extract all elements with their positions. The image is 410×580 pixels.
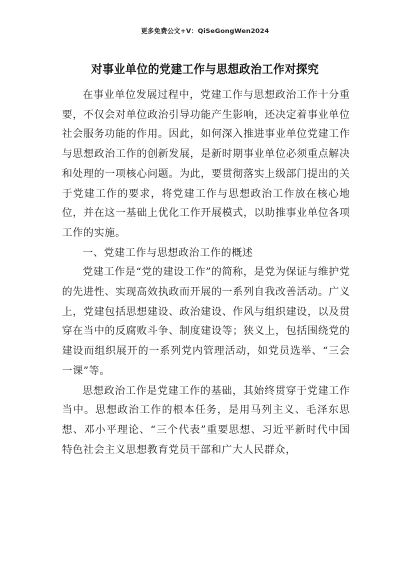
document-title: 对事业单位的党建工作与思想政治工作对探究: [91, 63, 319, 76]
header-note: 更多免费公文+V：QiSeGongWen2024: [140, 27, 270, 35]
section-heading: 一、党建工作与思想政治工作的概述: [82, 246, 253, 259]
document-body: [62, 86, 350, 460]
body-paragraph: 思想政治工作是党建工作的基础，其始终贯穿于党建工作当中。思想政治工作的根本任务，是用马列主义、毛泽东思想、邓小平理论、“三个代表”重要思想、习近平新时代中国特色社会主义思想教育党员干部和广大人民群众，: [62, 384, 350, 456]
intro-paragraph: 在事业单位发展过程中，党建工作与思想政治工作十分重要，不仅会对单位政治引导功能产生影响，还决定着事业单位社会服务功能的作用。因此，如何深入推进事业单位党建工作与思想政治工作的创新发展，是新时期事业单位必须重点解决和处理的一项核心问题。为此，要贯彻落实上级部门提出的关于党建工作的要求，将党建工作与思想政治工作放在核心地位，并在这一基础上优化工作开展模式，以助推事业单位各项工作的实施。: [62, 89, 350, 239]
body-paragraph: 党建工作是“党的建设工作”的简称，是党为保证与维护党的先进性、实现高效执政而开展的一系列自我改善活动。广义上，党建包括思想建设、政治建设、作风与组织建设，以及贯穿在当中的反腐败斗争、制度建设等；狭义上，包括围绕党的建设而组织展开的一系列党内管理活动，如党员选举、“三会一课”等。: [62, 266, 350, 377]
